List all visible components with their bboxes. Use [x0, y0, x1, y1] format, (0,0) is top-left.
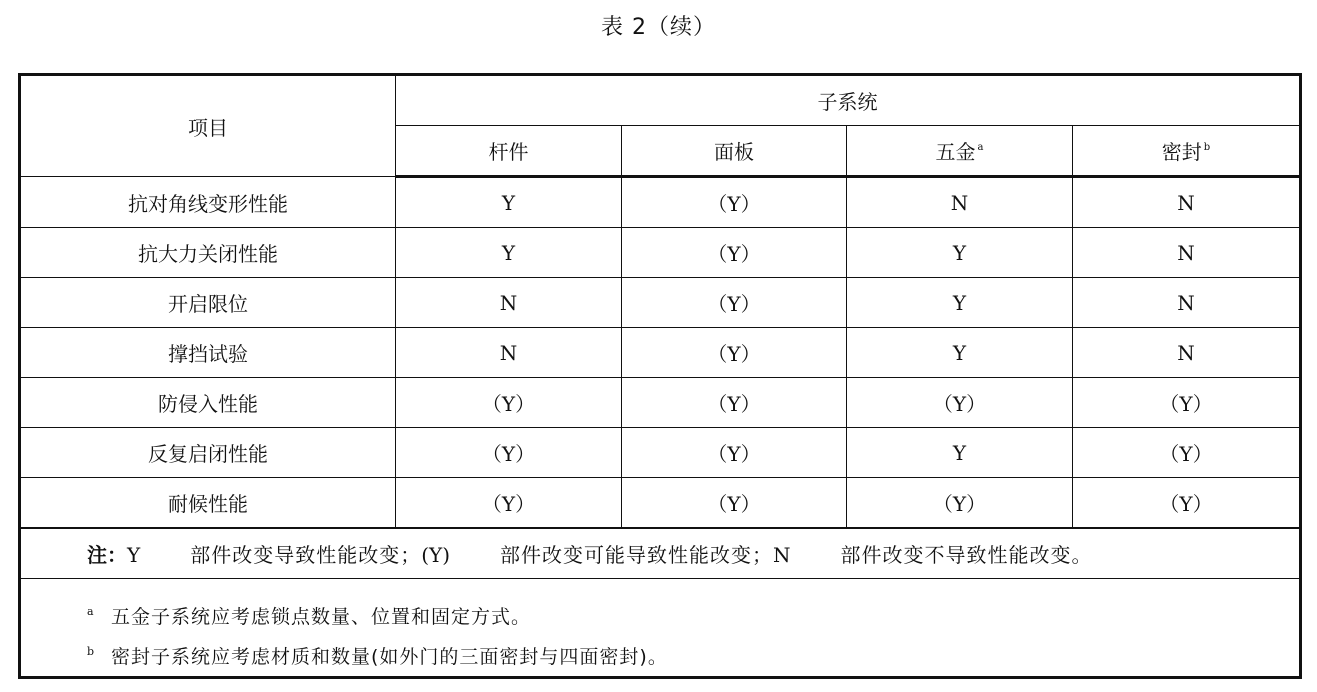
- table-cell: （Y）: [1073, 428, 1301, 478]
- table-cell: N: [847, 177, 1073, 228]
- footnote-item: [21, 592, 1299, 632]
- header-subsystem-label: 子系统: [396, 75, 1301, 126]
- footnote-text: 密封子系统应考虑材质和数量(如外门的三面密封与四面密封)。: [111, 646, 668, 668]
- table-cell: N: [1073, 228, 1301, 278]
- table-cell: N: [1073, 328, 1301, 378]
- table-row: [20, 278, 1301, 328]
- row-item-label: 反复启闭性能: [20, 428, 396, 478]
- table-row: [20, 228, 1301, 278]
- column-header-cell: [622, 126, 847, 177]
- footnote-mark: b: [1203, 142, 1211, 153]
- footnote-text: 五金子系统应考虑锁点数量、位置和固定方式。: [111, 606, 532, 628]
- row-item-label: 抗大力关闭性能: [20, 228, 396, 278]
- row-item-label: 开启限位: [20, 278, 396, 328]
- table-row: [20, 177, 1301, 228]
- row-item-label: 防侵入性能: [20, 378, 396, 428]
- table-row: [20, 428, 1301, 478]
- footnote-list: [21, 579, 1299, 672]
- note-prefix: 注：: [87, 543, 127, 567]
- footnote-mark: a: [977, 142, 984, 153]
- footnote-letter: a: [87, 605, 95, 618]
- column-header-label: 杆件: [488, 140, 529, 164]
- footnote-letter: b: [87, 645, 96, 658]
- table-cell: （Y）: [622, 278, 847, 328]
- note-text: 部件改变可能导致性能改变；: [500, 543, 774, 567]
- table-cell: Y: [396, 177, 622, 228]
- table-cell: Y: [847, 228, 1073, 278]
- table-title: 表 2（续）: [601, 15, 716, 40]
- table-cell: Y: [847, 278, 1073, 328]
- note-row: [20, 528, 1301, 579]
- table-cell: Y: [847, 328, 1073, 378]
- note-line: [21, 539, 1299, 568]
- column-header-label: 面板: [714, 140, 754, 164]
- table-cell: （Y）: [622, 177, 847, 228]
- table-cell: （Y）: [847, 478, 1073, 529]
- header-item-label: 项目: [20, 75, 396, 177]
- table-row: [20, 378, 1301, 428]
- table-cell: Y: [847, 428, 1073, 478]
- table-cell: （Y）: [396, 428, 622, 478]
- table-row: [20, 478, 1301, 529]
- table-cell: （Y）: [1073, 378, 1301, 428]
- table-cell: （Y）: [622, 228, 847, 278]
- column-header-cell: [1073, 126, 1301, 177]
- table-cell: N: [1073, 177, 1301, 228]
- row-item-label: 撑挡试验: [20, 328, 396, 378]
- note-symbol: Y: [127, 543, 141, 567]
- table-row: [20, 328, 1301, 378]
- table-cell: （Y）: [847, 378, 1073, 428]
- footnote-row: [20, 579, 1301, 678]
- table-cell: （Y）: [622, 478, 847, 529]
- column-header-label: 密封: [1161, 140, 1202, 164]
- table-cell: N: [1073, 278, 1301, 328]
- note-text: 部件改变导致性能改变；: [190, 543, 422, 567]
- table-cell: N: [396, 328, 622, 378]
- table-cell: （Y）: [396, 378, 622, 428]
- table-cell: （Y）: [622, 428, 847, 478]
- table-cell: （Y）: [622, 328, 847, 378]
- note-symbol: N: [773, 543, 791, 567]
- row-item-label: 耐候性能: [20, 478, 396, 529]
- table-cell: （Y）: [622, 378, 847, 428]
- note-text: 部件改变不导致性能改变。: [840, 543, 1093, 567]
- table-cell: Y: [396, 228, 622, 278]
- header-row-group: [20, 75, 1301, 126]
- subsystem-table: [18, 73, 1302, 679]
- column-header-cell: [396, 126, 622, 177]
- footnote-item: [21, 632, 1299, 672]
- row-item-label: 抗对角线变形性能: [20, 177, 396, 228]
- footnote-cell: [20, 579, 1301, 678]
- note-cell: [20, 528, 1301, 579]
- note-symbol: (Y): [421, 543, 451, 567]
- column-header-cell: [847, 126, 1073, 177]
- table-cell: N: [396, 278, 622, 328]
- column-header-label: 五金: [935, 140, 976, 164]
- table-cell: （Y）: [1073, 478, 1301, 529]
- table-cell: （Y）: [396, 478, 622, 529]
